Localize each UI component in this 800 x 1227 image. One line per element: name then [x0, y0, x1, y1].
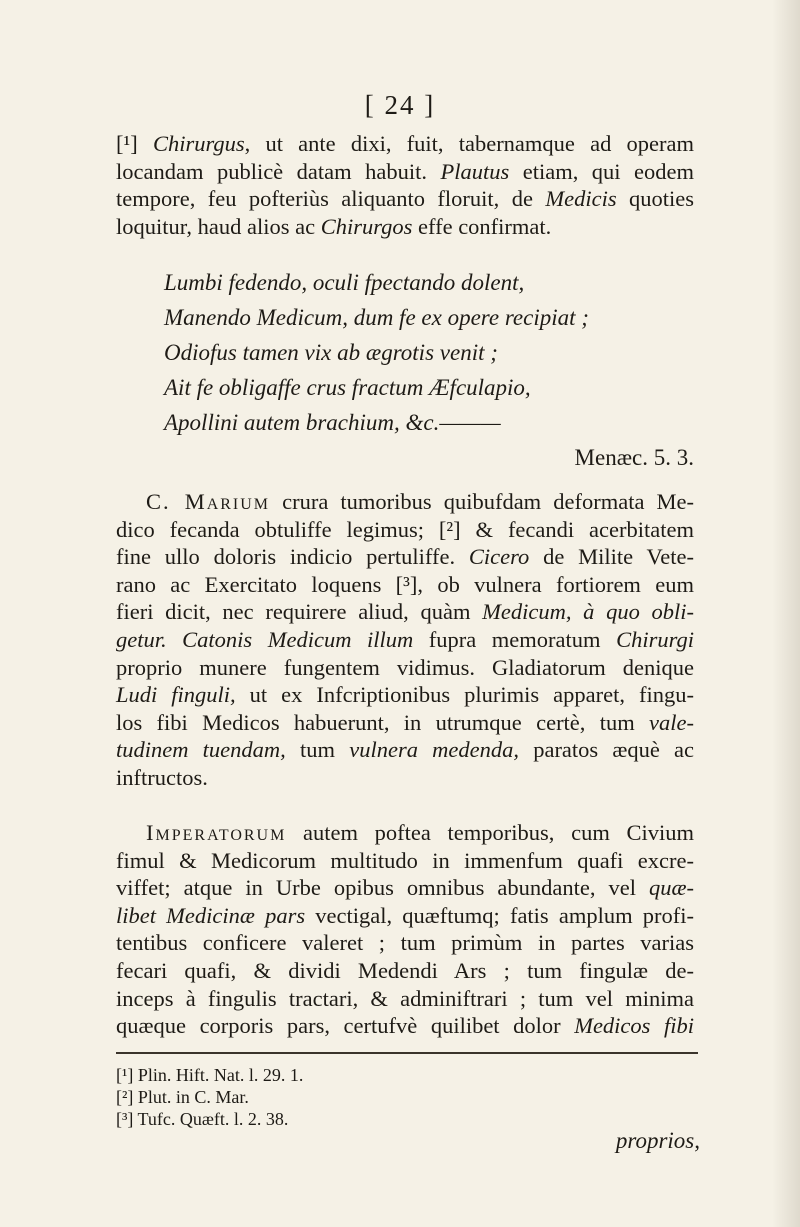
- text-line: fieri dicit, nec requirere aliud, quàm Medicum, à quo obli-: [116, 599, 694, 625]
- footnotes: [116, 1064, 303, 1130]
- page-edge-shadow: [772, 0, 800, 1227]
- text-line: Imperatorum autem poftea temporibus, cum Civium: [146, 820, 694, 845]
- text-line: Ludi finguli, ut ex Infcriptionibus plurimis apparet, fingu-: [116, 682, 694, 708]
- verse-line: Ait fe obligaffe crus fractum Æfculapio,: [164, 375, 531, 400]
- term-chirurgus: Chirurgus: [152, 131, 245, 156]
- text-line: libet Medicinæ pars vectigal, quæftumq; fatis amplum profi-: [116, 902, 694, 928]
- paragraph-marius: [116, 488, 694, 792]
- catchword: proprios,: [615, 1128, 700, 1153]
- text-line: tentibus conficere valeret ; tum primùm in partes varias: [116, 930, 694, 956]
- text-line: locandam publicè datam habuit. Plautus etiam, qui eodem: [116, 158, 695, 184]
- text-line: loquitur, haud alios ac Chirurgos effe confirmat.: [116, 213, 552, 239]
- text-line: fecari quafi, & dividi Medendi Ars ; tum fingulæ de-: [116, 957, 694, 983]
- footnote: [²] Plut. in C. Mar.: [116, 1087, 249, 1107]
- text-line: getur. Catonis Medicum illum fupra memoratum Chirurgi: [116, 626, 695, 652]
- footnote-ref: [¹]: [116, 131, 138, 156]
- text-line: dico fecanda obtuliffe legimus; [²] & fecandi acerbitatem: [116, 516, 694, 542]
- verse-line: Manendo Medicum, dum fe ex opere recipiat ;: [164, 305, 589, 330]
- text-line: los fibi Medicos habuerunt, in utrumque certè, tum vale-: [116, 709, 694, 735]
- text-line: rano ac Exercitato loquens [³], ob vulnera fortiorem eum: [116, 571, 694, 597]
- text-line: C. Marium crura tumoribus quibufdam deformata Me-: [146, 489, 694, 514]
- text-line: proprio munere fungentem vidimus. Gladiatorum denique: [116, 654, 694, 680]
- text-line: quæque corporis pars, certufvè quilibet dolor Medicos fibi: [116, 1013, 695, 1039]
- paragraph-imperatorum: [116, 819, 694, 1040]
- text-line: tempore, feu pofteriùs aliquanto floruit, de Medicis quoties: [116, 186, 695, 212]
- page-number: [ 24 ]: [364, 90, 436, 120]
- verse-line: Apollini autem brachium, &c.———: [164, 410, 501, 435]
- text-line: fine ullo doloris indicio pertuliffe. Cicero de Milite Vete-: [116, 544, 694, 570]
- verse-line: Lumbi fedendo, oculi fpectando dolent,: [164, 270, 525, 295]
- footnote: [³] Tufc. Quæft. l. 2. 38.: [116, 1109, 289, 1129]
- verse-citation: Menæc. 5. 3.: [574, 445, 694, 470]
- text-line: fimul & Medicorum multitudo in immenfum quafi excre-: [116, 847, 694, 873]
- paragraph-chirurgus: [116, 130, 694, 240]
- term-imperatorum: Imperatorum: [146, 820, 287, 845]
- footnote: [¹] Plin. Hift. Nat. l. 29. 1.: [116, 1065, 304, 1085]
- verse-quotation: [164, 265, 704, 475]
- text-line: viffet; atque in Urbe opibus omnibus abundante, vel quæ-: [116, 875, 694, 901]
- text-line: [¹] Chirurgus, ut ante dixi, fuit, tabernamque ad operam: [116, 131, 695, 156]
- verse-line: Odiofus tamen vix ab ægrotis venit ;: [164, 340, 498, 365]
- footnote-divider: [116, 1052, 698, 1054]
- name-marius: C. Marium: [146, 489, 271, 514]
- text-line: inftructos.: [116, 764, 208, 790]
- text-line: inceps à fingulis tractari, & adminiftrari ; tum vel minima: [116, 985, 694, 1011]
- text-line: tudinem tuendam, tum vulnera medenda, paratos æquè ac: [116, 737, 695, 763]
- name-plautus: Plautus: [440, 158, 510, 184]
